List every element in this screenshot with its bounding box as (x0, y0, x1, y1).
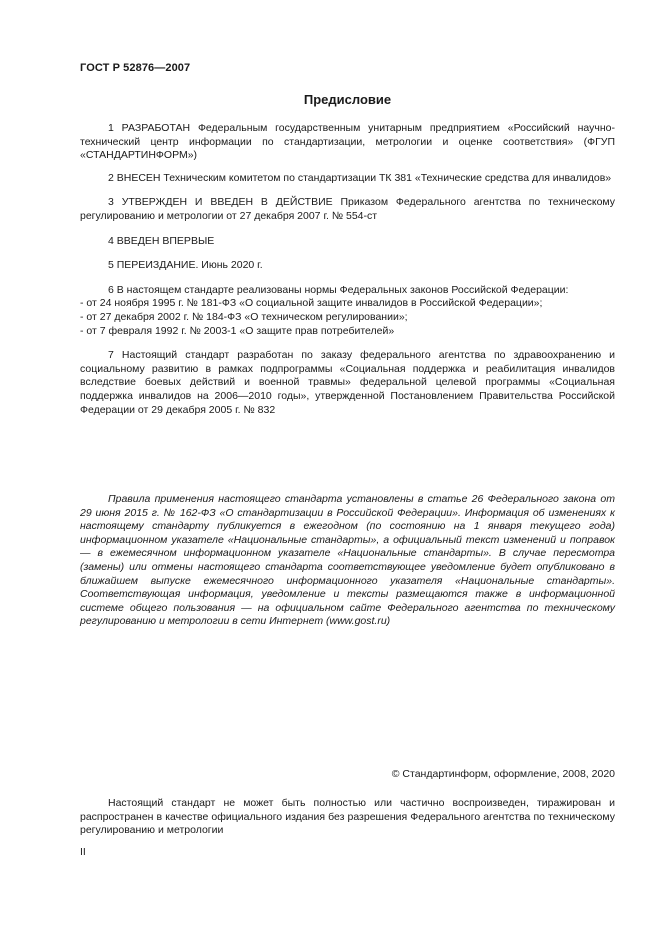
reproduction-notice: Настоящий стандарт не может быть полностью или частично воспроизведен, тиражирован и распространен в качестве официального издания без разрешения Федерального агентства по техническому регулированию и метрологии (80, 797, 615, 837)
paragraph-approved: 3 УТВЕРЖДЕН И ВВЕДЕН В ДЕЙСТВИЕ Приказом Федерального агентства по техническому регулированию и метрологии от 27 декабря 2007 г. № 554-ст (80, 196, 615, 222)
paragraph-laws-intro: 6 В настоящем стандарте реализованы нормы Федеральных законов Российской Федерации: (108, 283, 569, 296)
list-item: - от 7 февраля 1992 г. № 2003-1 «О защите прав потребителей» (80, 324, 395, 337)
foreword-body (80, 122, 615, 426)
paragraph-commissioned: 7 Настоящий стандарт разработан по заказу федерального агентства по здравоохранению и социальному развитию в рамках подпрограммы «Социальная поддержка и реабилитация инвалидов вследствие боевых действий и военной травмы» федеральной целевой программы «Социальная поддержка инвалидов на 2006—2010 годы», утвержденной Постановлением Правительства Российской Федерации от 29 декабря 2005 г. № 832 (80, 349, 615, 416)
paragraph-reissue: 5 ПЕРЕИЗДАНИЕ. Июнь 2020 г. (108, 259, 263, 272)
copyright-line: © Стандартинформ, оформление, 2008, 2020 (391, 768, 615, 780)
page-number: II (80, 846, 86, 858)
list-item: - от 27 декабря 2002 г. № 184-ФЗ «О техническом регулировании»; (80, 310, 408, 323)
list-item: - от 24 ноября 1995 г. № 181-ФЗ «О социальной защите инвалидов в Российской Федерации»; (80, 297, 543, 310)
paragraph-developed: 1 РАЗРАБОТАН Федеральным государственным унитарным предприятием «Российский научно-технический центр информации по стандартизации, метрологии и оценке соответствия» (ФГУП «СТАНДАРТИНФОРМ») (80, 122, 615, 162)
paragraph-first-introduced: 4 ВВЕДЕН ВПЕРВЫЕ (108, 234, 215, 247)
application-rules-notice: Правила применения настоящего стандарта установлены в статье 26 Федерального закона от 29 июня 2015 г. № 162-ФЗ «О стандартизации в Российской Федерации». Информация об изменениях к настоящему стандарту публикуется в ежегодном (по состоянию на 1 января текущего года) информационном указателе «Национальные стандарты», а официальный текст изменений и поправок — в ежемесячном информационном указателе «Национальные стандарты». В случае пересмотра (замены) или отмены настоящего стандарта соответствующее уведомление будет опубликовано в ближайшем выпуске ежемесячного информационного указателя «Национальные стандарты». Соответствующая информация, уведомление и тексты размещаются также в информационной системе общего пользования — на официальном сайте Федерального агентства по техническому регулированию и метрологии в сети Интернет (www.gost.ru) (80, 493, 615, 628)
paragraph-submitted: 2 ВНЕСЕН Техническим комитетом по стандартизации ТК 381 «Технические средства для инвалидов» (108, 171, 612, 184)
laws-list (80, 297, 615, 338)
standard-code-header: ГОСТ Р 52876—2007 (80, 62, 191, 74)
page-title: Предисловие (303, 92, 392, 107)
